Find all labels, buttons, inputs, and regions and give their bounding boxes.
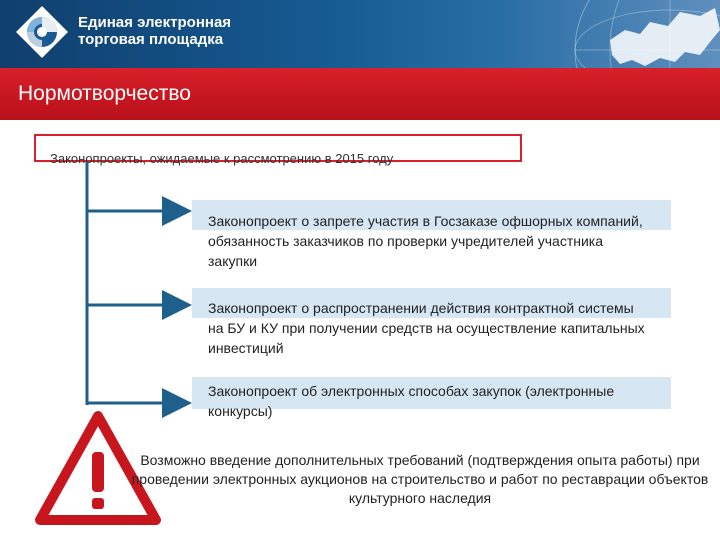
logo-line-1: Единая электронная (78, 14, 232, 31)
page-title: Нормотворчество (18, 82, 191, 105)
group-label: Законопроекты, ожидаемые к рассмотрению в 2015 году (50, 151, 394, 166)
bill-text-1: Законопроект о запрете участия в Госзаказе офшорных компаний, обязанность заказчиков по проверки учредителей участника закупки (208, 213, 643, 269)
bill-text-3: Законопроект об электронных способах закупок (электронные конкурсы) (208, 383, 615, 419)
warning-note: Возможно введение дополнительных требований (подтверждения опыта работы) при проведении электронных аукционов на строительство и работ по реставрации объектов культурного наследия (131, 452, 709, 506)
logo-line-2: торговая площадка (78, 31, 224, 48)
bill-text-2: Законопроект о распространении действия контрактной системы на БУ и КУ при получении средств на осуществление капитальных инвестиций (208, 300, 645, 356)
